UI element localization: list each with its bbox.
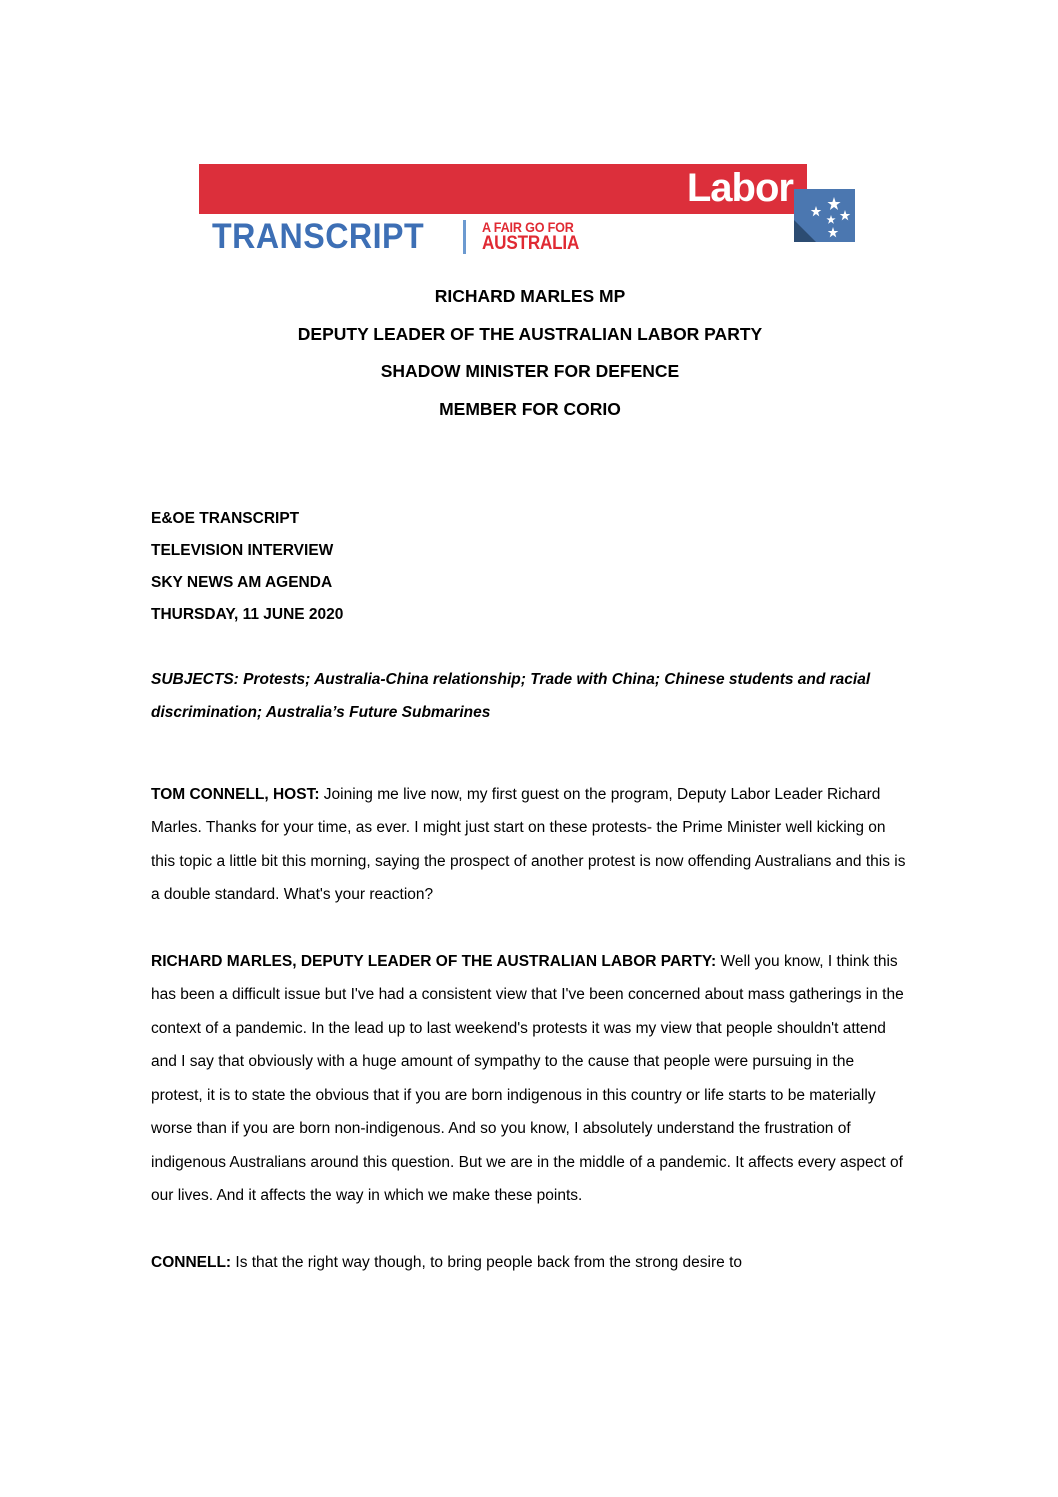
title-line-1: RICHARD MARLES MP — [434, 286, 626, 306]
page-title — [151, 278, 909, 428]
subjects-line: SUBJECTS: Protests; Australia-China relationship; Trade with China; Chinese students and racial discrimination; Australia’s Future Submarines — [151, 671, 871, 721]
vertical-divider — [463, 220, 466, 254]
title-line-3: SHADOW MINISTER FOR DEFENCE — [380, 361, 680, 381]
spacer — [151, 428, 909, 503]
letterhead-logo — [199, 164, 859, 259]
transcript-paragraph — [151, 778, 909, 912]
transcript-lockup — [212, 217, 590, 257]
speaker-text: Is that the right way though, to bring people back from the strong desire to — [231, 1253, 743, 1271]
meta-line-program: SKY NEWS AM AGENDA — [151, 574, 333, 591]
tagline-line-2: AUSTRALIA — [481, 232, 579, 254]
speaker-label: TOM CONNELL, HOST: — [151, 785, 320, 803]
meta-line-type: E&OE TRANSCRIPT — [151, 510, 300, 527]
tagline-line-1: A FAIR GO FOR — [481, 218, 574, 235]
transcript-paragraph — [151, 1246, 909, 1280]
meta-line-date: THURSDAY, 11 JUNE 2020 — [151, 606, 344, 623]
spacer — [151, 631, 909, 663]
speaker-text: Joining me live now, my first guest on the program, Deputy Labor Leader Richard Marles. Thanks for your time, as ever. I might just start on these protests- the Prime Minister well kicking on this topic a little bit this morning, saying the prospect of another protest is now offending Australians and this is a double standard. What's your reaction? — [151, 785, 906, 903]
speaker-label: RICHARD MARLES, DEPUTY LEADER OF THE AUSTRALIAN LABOR PARTY: — [151, 952, 717, 970]
transcript-wordmark: TRANSCRIPT — [212, 217, 425, 256]
labor-wordmark: Labor — [686, 166, 793, 211]
spacer — [151, 729, 909, 762]
red-banner — [199, 164, 807, 214]
southern-cross-stars-icon — [794, 189, 855, 242]
speaker-label: CONNELL: — [151, 1253, 232, 1271]
title-line-4: MEMBER FOR CORIO — [439, 398, 621, 419]
transcript-metadata — [151, 503, 909, 631]
title-line-2: DEPUTY LEADER OF THE AUSTRALIAN LABOR PARTY — [297, 323, 763, 344]
tagline — [481, 218, 579, 254]
document-body — [151, 278, 909, 1295]
speaker-text: Well you know, I think this has been a difficult issue but I've had a consistent view that I've been concerned about mass gatherings in the context of a pandemic. In the lead up to last weekend's protests it was my view that people shouldn't attend and I say that obviously with a huge amount of sympathy to the cause that people were pursuing in the protest, it is to state the obvious that if you are born indigenous in this country or life starts to be materially worse than if you are born non-indigenous. And so you know, I absolutely understand the frustration of indigenous Australians around this question. But we are in the middle of a pandemic. It affects every aspect of our lives. And it affects the way in which we make these points. — [151, 952, 904, 1204]
transcript-paragraph — [151, 945, 909, 1213]
meta-line-format: TELEVISION INTERVIEW — [151, 542, 334, 559]
